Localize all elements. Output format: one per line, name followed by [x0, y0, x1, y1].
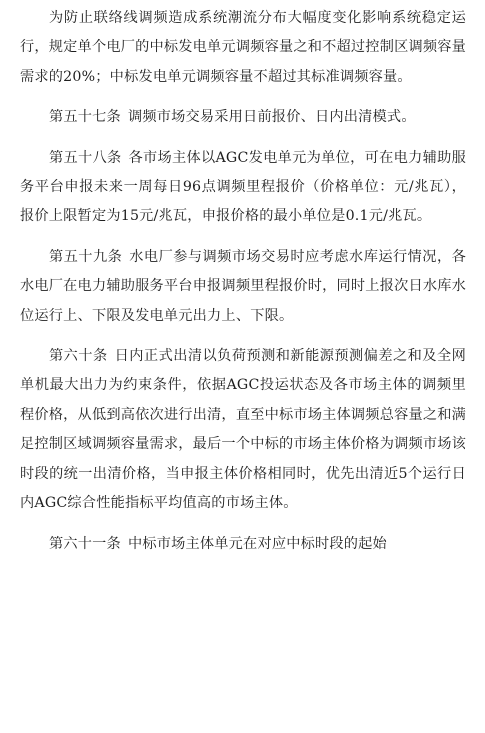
article-number: 第六十条	[49, 348, 108, 365]
paragraph-article-58	[20, 144, 466, 232]
article-number: 第五十七条	[49, 109, 121, 126]
paragraph-text: 为防止联络线调频造成系统潮流分布大幅度变化影响系统稳定运行，规定单个电厂的中标发电单元调频容量之和不超过控制区调频容量需求的20%；中标发电单元调频容量不超过其标准调频容量。	[20, 10, 467, 85]
paragraph-article-57	[20, 103, 466, 132]
paragraph-text: 水电厂参与调频市场交易时应考虑水库运行情况，各水电厂在电力辅助服务平台申报调频里程报价时，同时上报次日水库水位运行上、下限及发电单元出力上、下限。	[20, 248, 467, 324]
article-number: 第五十八条	[49, 149, 122, 166]
paragraph-article-61	[20, 530, 466, 559]
paragraph-text: 中标市场主体单元在对应中标时段的起始	[127, 535, 387, 552]
paragraph-article-60	[20, 342, 466, 518]
paragraph-text: 日内正式出清以负荷预测和新能源预测偏差之和及全网单机最大出力为约束条件，依据AGC投运状态及各市场主体的调频里程价格，从低到高依次进行出清，直至中标市场主体调频总容量之和满足控制区域调频容量需求，最后一个中标的市场主体价格为调频市场该时段的统一出清价格，当申报主体价格相同时，优先出清近5个运行日内AGC综合性能指标平均值高的市场主体。	[20, 348, 467, 512]
article-number: 第六十一条	[49, 535, 121, 552]
document-body	[20, 4, 466, 570]
paragraph-text: 各市场主体以AGC发电单元为单位，可在电力辅助服务平台申报未来一周每日96点调频里程报价（价格单位：元/兆瓦），报价上限暂定为15元/兆瓦，申报价格的最小单位是0.1元/兆瓦。	[20, 149, 466, 225]
paragraph-text: 调频市场交易采用日前报价、日内出清模式。	[127, 109, 416, 126]
paragraph-frequency-capacity-limit	[20, 4, 466, 92]
paragraph-article-59	[20, 243, 466, 331]
article-number: 第五十九条	[49, 248, 123, 265]
